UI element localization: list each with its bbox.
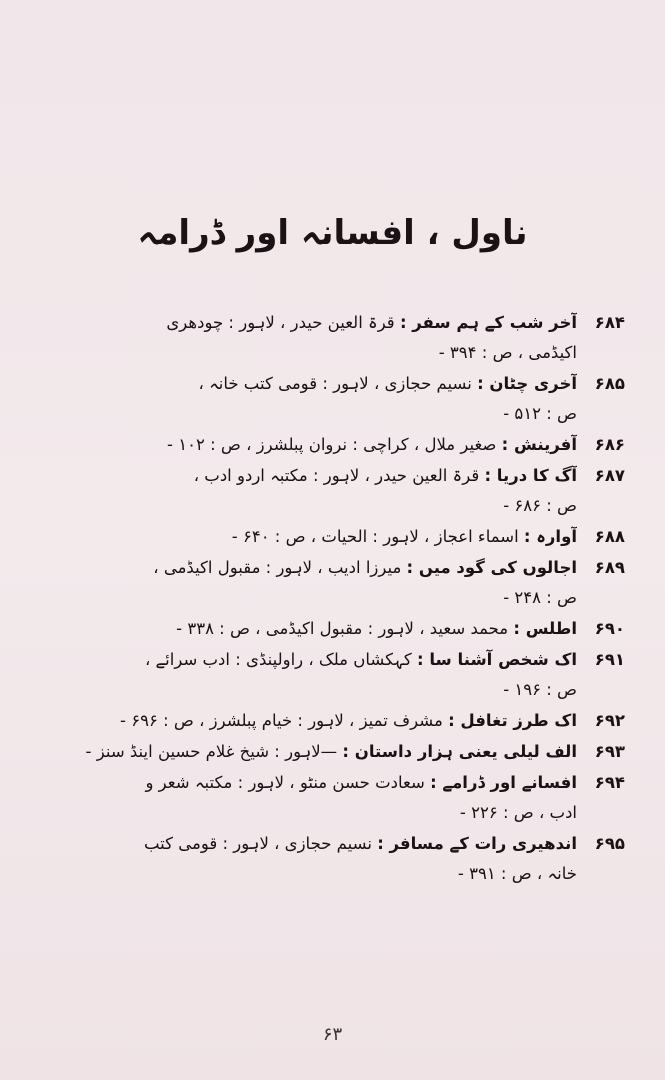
entry-title: آخر شب کے ہم سفر : bbox=[399, 313, 577, 332]
entry-title: اجالوں کی گود میں : bbox=[406, 558, 577, 577]
entry-title: اک شخص آشنا سا : bbox=[417, 650, 577, 669]
entry-number: ۶۹۵ bbox=[594, 834, 625, 853]
entry-title: آفرینش : bbox=[501, 435, 577, 454]
entry-title: اک طرز تغافل : bbox=[448, 711, 577, 730]
entry-number: ۶۸۹ bbox=[594, 558, 625, 577]
entry-details: قرۃ العین حیدر ، لاہور : مکتبہ اردو ادب ، bbox=[193, 466, 480, 485]
list-item bbox=[38, 645, 625, 705]
entry-continuation: ادب ، ص : ۲۲۶ - bbox=[459, 803, 577, 822]
list-item bbox=[38, 706, 625, 736]
entry-title: آوارہ : bbox=[523, 527, 577, 546]
entry-number: ۶۹۴ bbox=[594, 773, 625, 792]
entry-continuation: ص : ۱۹۶ - bbox=[503, 680, 577, 699]
entry-details: —لاہور : شیخ غلام حسین اینڈ سنز - bbox=[85, 742, 338, 761]
page-number: ۶۳ bbox=[322, 1024, 343, 1045]
page-title: ناول ، افسانہ اور ڈرامہ bbox=[137, 213, 528, 253]
entry-title: آخری چٹان : bbox=[477, 374, 577, 393]
entry-number: ۶۹۳ bbox=[594, 742, 625, 761]
entry-title: آگ کا دریا : bbox=[484, 466, 577, 485]
entry-continuation: ص : ۶۸۶ - bbox=[503, 496, 577, 515]
list-item bbox=[38, 308, 625, 368]
entry-continuation: اکیڈمی ، ص : ۳۹۴ - bbox=[438, 343, 577, 362]
entry-details: نسیم حجازی ، لاہور : قومی کتب خانہ ، bbox=[198, 374, 472, 393]
entry-title: افسانے اور ڈرامے : bbox=[430, 773, 577, 792]
entry-number: ۶۸۴ bbox=[594, 313, 625, 332]
entry-number: ۶۹۲ bbox=[594, 711, 625, 730]
entry-title: الف لیلی یعنی ہزار داستان : bbox=[342, 742, 577, 761]
entry-number: ۶۸۸ bbox=[594, 527, 625, 546]
list-item bbox=[38, 369, 625, 429]
entry-title: اندھیری رات کے مسافر : bbox=[377, 834, 577, 853]
entry-details: محمد سعید ، لاہور : مقبول اکیڈمی ، ص : ۳۳۸ - bbox=[176, 619, 509, 638]
entry-number: ۶۹۱ bbox=[594, 650, 625, 669]
list-item bbox=[38, 614, 625, 644]
entry-number: ۶۹۰ bbox=[594, 619, 625, 638]
entry-number: ۶۸۵ bbox=[594, 374, 625, 393]
list-item bbox=[38, 522, 625, 552]
entry-details: قرۃ العین حیدر ، لاہور : چودھری bbox=[166, 313, 395, 332]
entry-details: اسماء اعجاز ، لاہور : الحیات ، ص : ۶۴۰ - bbox=[231, 527, 519, 546]
entry-details: میرزا ادیب ، لاہور : مقبول اکیڈمی ، bbox=[153, 558, 402, 577]
entry-list bbox=[38, 308, 625, 890]
list-item bbox=[38, 737, 625, 767]
list-item bbox=[38, 430, 625, 460]
entry-details: صغیر ملال ، کراچی : نروان پبلشرز ، ص : ۱۰۲ - bbox=[167, 435, 497, 454]
entry-details: مشرف تمیز ، لاہور : خیام پبلشرز ، ص : ۶۹۶ - bbox=[120, 711, 443, 730]
list-item bbox=[38, 829, 625, 889]
list-item bbox=[38, 461, 625, 521]
entry-title: اطلس : bbox=[513, 619, 577, 638]
entry-number: ۶۸۷ bbox=[594, 466, 625, 485]
entry-continuation: ص : ۵۱۲ - bbox=[503, 404, 577, 423]
list-item bbox=[38, 553, 625, 613]
entry-continuation: خانہ ، ص : ۳۹۱ - bbox=[457, 864, 577, 883]
entry-number: ۶۸۶ bbox=[594, 435, 625, 454]
list-item bbox=[38, 768, 625, 828]
entry-details: سعادت حسن منٹو ، لاہور : مکتبہ شعر و bbox=[145, 773, 425, 792]
entry-details: نسیم حجازی ، لاہور : قومی کتب bbox=[143, 834, 372, 853]
entry-details: کہکشاں ملک ، راولپنڈی : ادب سرائے ، bbox=[144, 650, 412, 669]
entry-continuation: ص : ۲۴۸ - bbox=[503, 588, 577, 607]
